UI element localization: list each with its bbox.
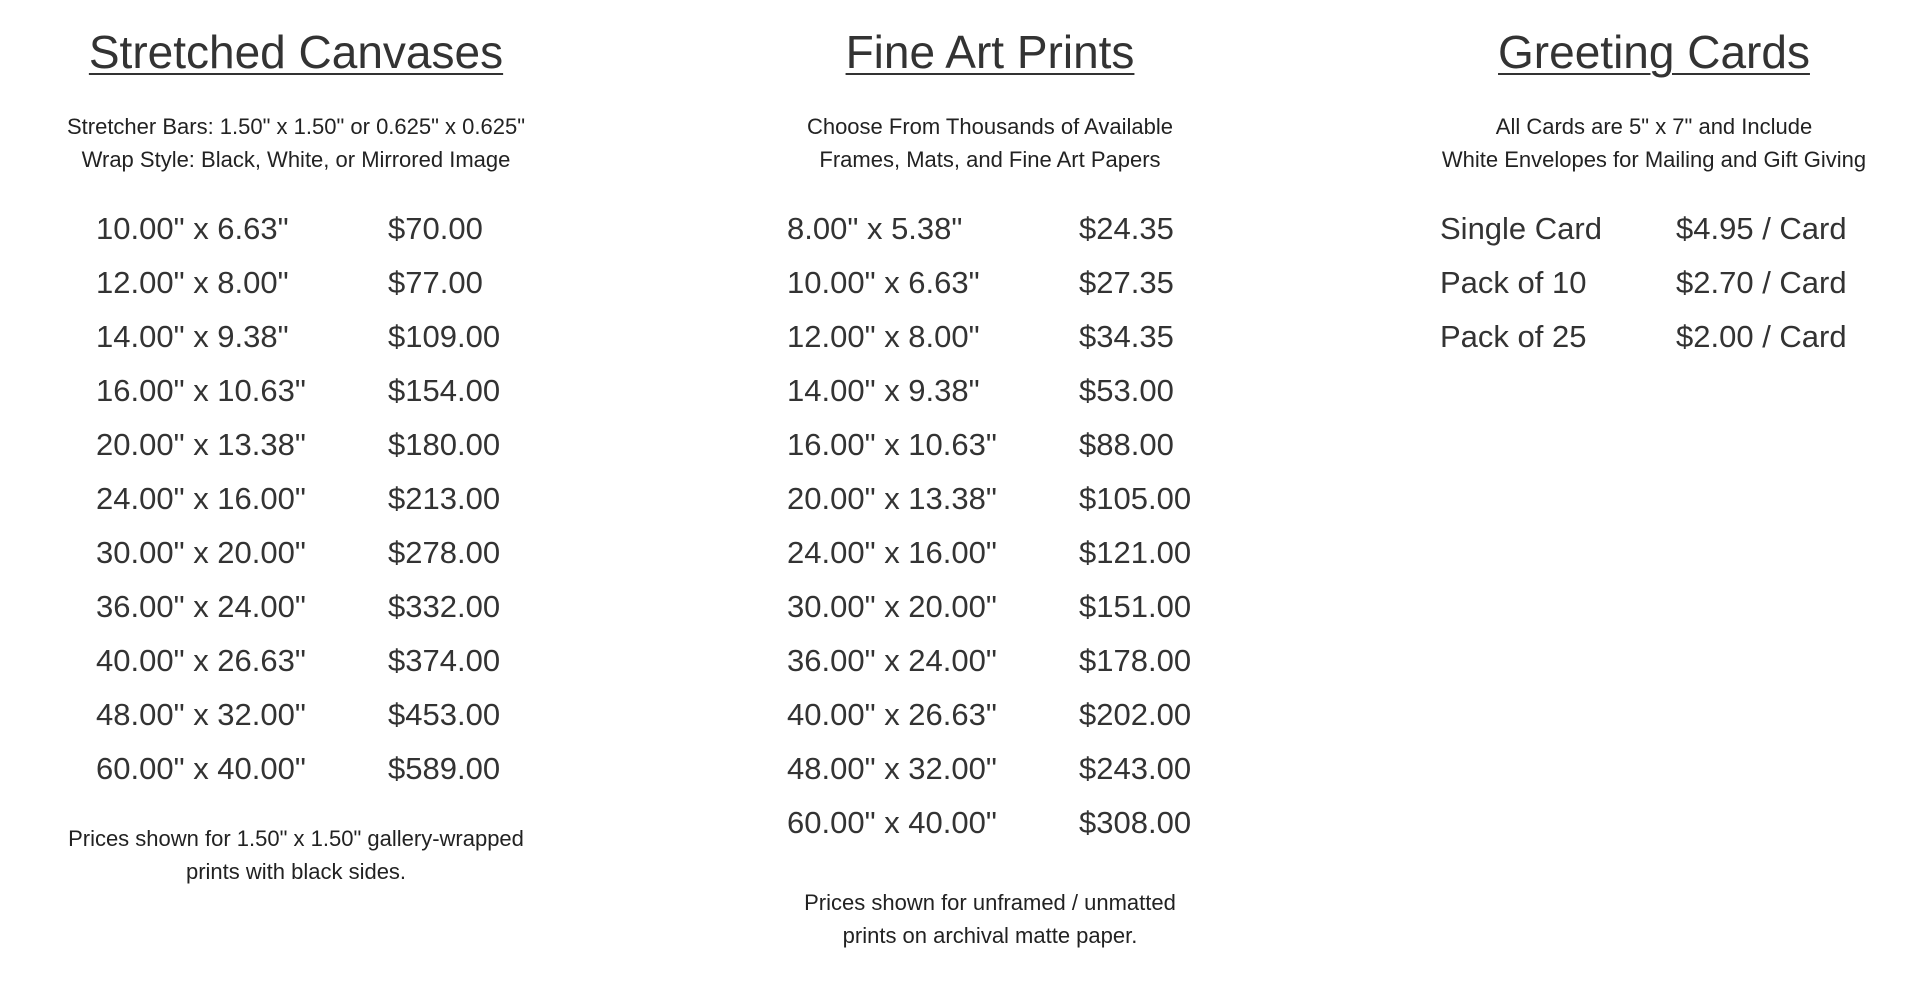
table-row	[96, 472, 500, 526]
price-cell: $243.00	[1079, 751, 1192, 786]
table-row	[787, 256, 1191, 310]
table-row	[787, 526, 1191, 580]
size-cell: 10.00" x 6.63"	[96, 211, 289, 246]
table-row	[96, 634, 500, 688]
table-row	[96, 364, 500, 418]
size-cell: 14.00" x 9.38"	[787, 373, 980, 408]
table-row	[787, 634, 1191, 688]
size-cell: 36.00" x 24.00"	[787, 643, 997, 678]
table-row	[787, 742, 1191, 796]
description-line: Wrap Style: Black, White, or Mirrored Image	[81, 147, 511, 172]
price-cell: $213.00	[388, 481, 501, 516]
price-cell: $589.00	[388, 751, 501, 786]
footnote-line: prints on archival matte paper.	[842, 923, 1138, 948]
fine-art-prints-section	[692, 0, 1288, 952]
price-cell: $27.35	[1079, 265, 1174, 300]
stretched-canvases-description	[0, 110, 592, 176]
size-cell: 36.00" x 24.00"	[96, 589, 306, 624]
price-cell: $121.00	[1079, 535, 1192, 570]
table-row	[787, 796, 1191, 850]
price-cell: $88.00	[1079, 427, 1174, 462]
price-cell: $453.00	[388, 697, 501, 732]
price-cell: $202.00	[1079, 697, 1192, 732]
price-cell: $374.00	[388, 643, 501, 678]
greeting-cards-section	[1388, 0, 1920, 364]
size-cell: 16.00" x 10.63"	[96, 373, 306, 408]
fine-art-prints-title[interactable]: Fine Art Prints	[845, 26, 1135, 78]
price-cell: $53.00	[1079, 373, 1174, 408]
table-row	[787, 364, 1191, 418]
description-line: Frames, Mats, and Fine Art Papers	[819, 147, 1161, 172]
greeting-cards-price-table	[1440, 202, 1847, 364]
size-cell: 60.00" x 40.00"	[96, 751, 306, 786]
table-row	[96, 580, 500, 634]
price-cell: $109.00	[388, 319, 501, 354]
price-cell: $178.00	[1079, 643, 1192, 678]
description-line: Stretcher Bars: 1.50" x 1.50" or 0.625" x 0.625"	[66, 114, 526, 139]
size-cell: 10.00" x 6.63"	[787, 265, 980, 300]
pack-cell: Single Card	[1440, 211, 1602, 246]
footnote-line: Prices shown for unframed / unmatted	[804, 890, 1176, 915]
table-row	[787, 580, 1191, 634]
size-cell: 16.00" x 10.63"	[787, 427, 997, 462]
size-cell: 40.00" x 26.63"	[787, 697, 997, 732]
fine-art-prints-price-table	[787, 202, 1191, 850]
description-line: Choose From Thousands of Available	[806, 114, 1174, 139]
table-row	[96, 418, 500, 472]
price-cell: $151.00	[1079, 589, 1192, 624]
stretched-canvases-footnote	[0, 822, 592, 888]
price-cell: $308.00	[1079, 805, 1192, 840]
table-row	[96, 742, 500, 796]
footnote-line: Prices shown for 1.50" x 1.50" gallery-wrapped	[68, 826, 524, 851]
table-row	[96, 526, 500, 580]
price-cell: $34.35	[1079, 319, 1174, 354]
table-row	[96, 202, 500, 256]
size-cell: 12.00" x 8.00"	[787, 319, 980, 354]
price-cell: $4.95 / Card	[1676, 211, 1847, 246]
size-cell: 24.00" x 16.00"	[787, 535, 997, 570]
pack-cell: Pack of 25	[1440, 319, 1587, 354]
price-cell: $77.00	[388, 265, 483, 300]
table-row	[787, 202, 1191, 256]
size-cell: 12.00" x 8.00"	[96, 265, 289, 300]
size-cell: 30.00" x 20.00"	[787, 589, 997, 624]
table-row	[787, 688, 1191, 742]
table-row	[787, 310, 1191, 364]
size-cell: 48.00" x 32.00"	[787, 751, 997, 786]
description-line: All Cards are 5" x 7" and Include	[1495, 114, 1813, 139]
table-row	[1440, 256, 1847, 310]
footnote-line: prints with black sides.	[185, 859, 407, 884]
stretched-canvases-section	[0, 0, 592, 888]
price-cell: $332.00	[388, 589, 501, 624]
size-cell: 14.00" x 9.38"	[96, 319, 289, 354]
greeting-cards-title[interactable]: Greeting Cards	[1498, 26, 1810, 78]
size-cell: 40.00" x 26.63"	[96, 643, 306, 678]
size-cell: 20.00" x 13.38"	[787, 481, 997, 516]
price-cell: $154.00	[388, 373, 501, 408]
fine-art-prints-footnote	[692, 886, 1288, 952]
price-cell: $24.35	[1079, 211, 1174, 246]
size-cell: 24.00" x 16.00"	[96, 481, 306, 516]
stretched-canvases-title[interactable]: Stretched Canvases	[88, 26, 504, 78]
fine-art-prints-description	[692, 110, 1288, 176]
price-cell: $2.00 / Card	[1676, 319, 1847, 354]
size-cell: 30.00" x 20.00"	[96, 535, 306, 570]
size-cell: 48.00" x 32.00"	[96, 697, 306, 732]
price-cell: $2.70 / Card	[1676, 265, 1847, 300]
table-row	[1440, 202, 1847, 256]
table-row	[96, 688, 500, 742]
table-row	[787, 418, 1191, 472]
size-cell: 60.00" x 40.00"	[787, 805, 997, 840]
greeting-cards-description	[1388, 110, 1920, 176]
description-line: White Envelopes for Mailing and Gift Giving	[1441, 147, 1867, 172]
table-row	[1440, 310, 1847, 364]
price-cell: $70.00	[388, 211, 483, 246]
size-cell: 8.00" x 5.38"	[787, 211, 963, 246]
stretched-canvases-price-table	[96, 202, 500, 796]
price-cell: $105.00	[1079, 481, 1192, 516]
price-cell: $180.00	[388, 427, 501, 462]
table-row	[96, 310, 500, 364]
pack-cell: Pack of 10	[1440, 265, 1587, 300]
table-row	[787, 472, 1191, 526]
table-row	[96, 256, 500, 310]
size-cell: 20.00" x 13.38"	[96, 427, 306, 462]
price-cell: $278.00	[388, 535, 501, 570]
